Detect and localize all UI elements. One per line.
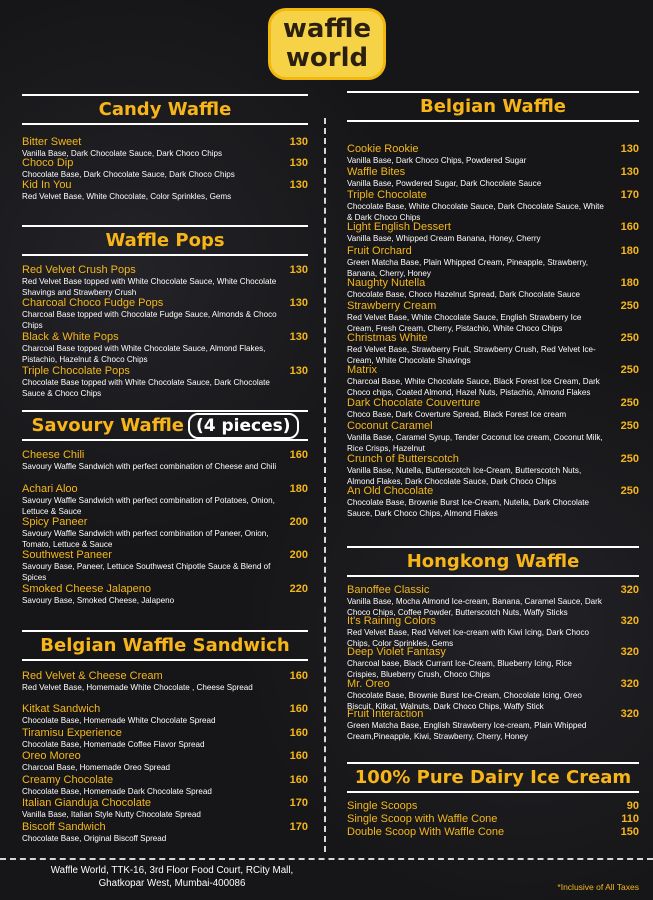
section-title — [22, 630, 308, 661]
menu-item — [347, 364, 639, 398]
tax-note: *Inclusive of All Taxes — [557, 882, 639, 892]
menu-item-description: Charcoal Base topped with White Chocolate Sauce, Almond Flakes, Pistachio, Hazelnut & Choco Chips — [22, 344, 266, 364]
footer-divider — [0, 858, 653, 860]
menu-item-description: Red Velvet Base, White Chocolate, Color Sprinkles, Gems — [22, 192, 232, 201]
menu-item — [22, 483, 308, 517]
menu-item — [22, 297, 308, 331]
menu-item-description: Red Velvet Base, Strawberry Fruit, Strawberry Crush, Red Velvet Ice-Cream, White Chocolate Shavings — [347, 345, 596, 365]
menu-item-description: Charcoal Base, Homemade Oreo Spread — [22, 763, 171, 772]
menu-item-description: Vanilla Base, Mocha Almond Ice-cream, Banana, Caramel Sauce, Dark Choco Chips, Coffee Powder, Butterscotch Nuts, Waffy Sticks — [347, 597, 602, 617]
menu-item-name: Oreo Moreo — [22, 750, 81, 762]
menu-item-price: 250 — [620, 300, 639, 312]
menu-item-name: Deep Violet Fantasy — [347, 646, 446, 658]
menu-item-name: Cookie Rookie — [347, 143, 419, 155]
menu-item-name: Biscoff Sandwich — [22, 821, 106, 833]
menu-item-name: Bitter Sweet — [22, 136, 82, 148]
menu-item — [347, 800, 639, 813]
menu-item-price: 250 — [620, 397, 639, 409]
menu-item-price: 160 — [620, 221, 639, 233]
menu-item-name: Banoffee Classic — [347, 584, 430, 596]
menu-item-price: 90 — [626, 800, 639, 812]
menu-item-price: 130 — [620, 166, 639, 178]
menu-item-name: Triple Chocolate — [347, 189, 427, 201]
menu-item — [347, 397, 639, 421]
menu-item-name: Tiramisu Experience — [22, 727, 122, 739]
menu-item-description: Vanilla Base, Dark Chocolate Sauce, Dark Choco Chips — [22, 149, 223, 158]
menu-item-description: Chocolate Base, Dark Chocolate Sauce, Dark Choco Chips — [22, 170, 235, 179]
section-title-text: Waffle Pops — [105, 230, 225, 251]
menu-item — [22, 583, 308, 607]
menu-item-description: Charcoal Base topped with Chocolate Fudge Sauce, Almonds & Choco Chips — [22, 310, 277, 330]
menu-item-price: 180 — [620, 245, 639, 257]
menu-item-description: Chocolate Base, White Chocolate Sauce, Dark Chocolate Sauce, White & Dark Choco Chips — [347, 202, 604, 222]
menu-item-description: Chocolate Base, Choco Hazelnut Spread, Dark Chocolate Sauce — [347, 290, 581, 299]
menu-item-name: Kid In You — [22, 179, 72, 191]
menu-item-name: Triple Chocolate Pops — [22, 365, 130, 377]
menu-item-price: 320 — [620, 615, 639, 627]
menu-item-description: Green Matcha Base, English Strawberry Ice-cream, Plain Whipped Cream,Pineapple, Kiwi, Strawberry, Cherry, Honey — [347, 721, 587, 741]
logo-line-1: waffle — [282, 14, 372, 44]
menu-item-price: 160 — [289, 774, 308, 786]
menu-item-price: 160 — [289, 750, 308, 762]
menu-item-description: Savoury Waffle Sandwich with perfect combination of Potatoes, Onion, Lettuce & Sauce — [22, 496, 275, 516]
menu-item-description: Charcoal base, Black Currant Ice-Cream, Blueberry Icing, Rice Crispies, Blueberry Crush, Choco Chips — [347, 659, 572, 679]
menu-item-price: 130 — [289, 365, 308, 377]
menu-item-name: Choco Dip — [22, 157, 74, 169]
right-section-1 — [347, 546, 639, 577]
menu-item-price: 250 — [620, 485, 639, 497]
menu-item — [22, 264, 308, 298]
menu-item-price: 110 — [621, 813, 639, 825]
menu-item — [347, 143, 639, 167]
right-section-0 — [347, 91, 639, 122]
menu-item-name: Italian Gianduja Chocolate — [22, 797, 152, 809]
menu-item-description: Vanilla Base, Nutella, Butterscotch Ice-Cream, Butterscotch Nuts, Almond Flakes, Dark Chocolate Sauce, Dark Choco Chips — [347, 466, 582, 486]
menu-item — [347, 277, 639, 301]
menu-item-price: 130 — [620, 143, 639, 155]
menu-item-price: 160 — [289, 449, 308, 461]
menu-item-description: Savoury Base, Smoked Cheese, Jalapeno — [22, 596, 175, 605]
menu-item-price: 320 — [620, 678, 639, 690]
menu-item-price: 250 — [620, 364, 639, 376]
menu-item-name: An Old Chocolate — [347, 485, 434, 497]
menu-item-name: Matrix — [347, 364, 377, 376]
menu-item-name: Smoked Cheese Jalapeno — [22, 583, 152, 595]
section-title — [22, 225, 308, 256]
menu-item — [347, 826, 639, 839]
menu-item-name: Christmas White — [347, 332, 428, 344]
menu-item — [22, 516, 308, 550]
menu-item-name: Red Velvet Crush Pops — [22, 264, 136, 276]
menu-item — [22, 549, 308, 583]
menu-item-name: Achari Aloo — [22, 483, 78, 495]
menu-item-description: Choco Base, Dark Coverture Spread, Black Forest Ice cream — [347, 410, 567, 419]
menu-item-name: Fruit Orchard — [347, 245, 412, 257]
section-title-text: Belgian Waffle Sandwich — [40, 635, 290, 656]
section-title — [22, 410, 308, 441]
menu-item-name: Strawberry Cream — [347, 300, 437, 312]
menu-item — [22, 670, 308, 694]
menu-item-price: 320 — [620, 584, 639, 596]
menu-item-name: Spicy Paneer — [22, 516, 88, 528]
address — [22, 864, 322, 890]
menu-item-name: Fruit Interaction — [347, 708, 424, 720]
menu-item — [347, 221, 639, 245]
menu-item — [22, 703, 308, 727]
menu-item-name: Waffle Bites — [347, 166, 406, 178]
menu-item — [347, 708, 639, 742]
menu-item-name: Cheese Chili — [22, 449, 85, 461]
menu-item — [22, 750, 308, 774]
menu-item-name: Single Scoops — [347, 800, 418, 812]
menu-item-price: 320 — [620, 646, 639, 658]
section-title — [22, 94, 308, 125]
menu-item-name: Southwest Paneer — [22, 549, 112, 561]
menu-item-description: Vanilla Base, Italian Style Nutty Chocolate Spread — [22, 810, 201, 819]
menu-item — [347, 300, 639, 334]
menu-item-description: Savoury Waffle Sandwich with perfect combination of Cheese and Chili — [22, 462, 277, 471]
left-section-2 — [22, 410, 308, 441]
menu-item — [347, 420, 639, 454]
menu-item-price: 130 — [289, 331, 308, 343]
menu-item — [22, 821, 308, 845]
menu-item-name: Light English Dessert — [347, 221, 451, 233]
menu-item — [347, 813, 639, 826]
menu-item — [347, 453, 639, 487]
menu-item — [347, 245, 639, 279]
menu-item — [347, 615, 639, 649]
address-line-1: Waffle World, TTK-16, 3rd Floor Food Court, RCity Mall, — [50, 865, 294, 876]
menu-item-description: Chocolate Base, Homemade Coffee Flavor Spread — [22, 740, 205, 749]
menu-item-description: Red Velvet Base topped with White Chocolate Sauce, White Chocolate Shavings and Strawberry Crush — [22, 277, 277, 297]
menu-item-name: Kitkat Sandwich — [22, 703, 101, 715]
menu-item-description: Chocolate Base, Homemade White Chocolate Spread — [22, 716, 216, 725]
menu-item-description: Red Velvet Base, White Chocolate Sauce, English Strawberry Ice Cream, Fresh Cream, Cherry, Pistachio, White Choco Chips — [347, 313, 582, 333]
menu-item-price: 130 — [289, 136, 308, 148]
menu-item-description: Vanilla Base, Whipped Cream Banana, Honey, Cherry — [347, 234, 541, 243]
menu-item — [347, 485, 639, 519]
menu-item-description: Red Velvet Base, Red Velvet Ice-cream with Kiwi Icing, Dark Choco Chips, Color Sprinkles, Gems — [347, 628, 590, 648]
section-title-text: Candy Waffle — [98, 99, 232, 120]
menu-item-price: 130 — [289, 264, 308, 276]
left-section-0 — [22, 94, 308, 125]
menu-item-price: 200 — [289, 549, 308, 561]
menu-item — [22, 331, 308, 365]
menu-item-description: Chocolate Base, Brownie Burst Ice-Cream, Chocolate Icing, Oreo Biscuit, Kitkat, Walnuts, Dark Choco Chips, Waffy Stick — [347, 691, 582, 711]
menu-item — [347, 646, 639, 680]
menu-item-price: 180 — [620, 277, 639, 289]
menu-item-price: 160 — [289, 670, 308, 682]
menu-item-description: Vanilla Base, Powdered Sugar, Dark Chocolate Sauce — [347, 179, 542, 188]
menu-item-price: 180 — [289, 483, 308, 495]
menu-item — [22, 797, 308, 821]
menu-item-price: 250 — [620, 420, 639, 432]
menu-item-price: 130 — [289, 179, 308, 191]
menu-item-name: Black & White Pops — [22, 331, 119, 343]
menu-item-name: Naughty Nutella — [347, 277, 426, 289]
menu-item-description: Chocolate Base, Brownie Burst Ice-Cream, Nutella, Dark Chocolate Sauce, Dark Choco Chips, Almond Flakes — [347, 498, 590, 518]
menu-item-name: It's Raining Colors — [347, 615, 436, 627]
menu-item-description: Vanilla Base, Dark Choco Chips, Powdered Sugar — [347, 156, 527, 165]
menu-item-name: Double Scoop With Waffle Cone — [347, 826, 505, 838]
menu-item-price: 320 — [620, 708, 639, 720]
menu-item-price: 130 — [289, 297, 308, 309]
pieces-badge: (4 pieces) — [188, 413, 299, 439]
left-section-3 — [22, 630, 308, 661]
menu-item — [22, 365, 308, 399]
menu-item-price: 160 — [289, 727, 308, 739]
section-title-text: Hongkong Waffle — [406, 551, 580, 572]
logo-line-2: world — [285, 43, 369, 73]
menu-item-name: Crunch of Butterscotch — [347, 453, 459, 465]
menu-item-description: Chocolate Base, Homemade Dark Chocolate Spread — [22, 787, 212, 796]
menu-item-price: 220 — [289, 583, 308, 595]
menu-item-price: 200 — [289, 516, 308, 528]
menu-item-price: 160 — [289, 703, 308, 715]
section-title — [347, 546, 639, 577]
menu-item-price: 130 — [289, 157, 308, 169]
menu-item — [347, 166, 639, 190]
menu-item — [22, 179, 308, 203]
menu-item-name: Red Velvet & Cheese Cream — [22, 670, 163, 682]
section-title — [347, 91, 639, 122]
section-title — [347, 762, 639, 793]
menu-item-price: 170 — [620, 189, 639, 201]
menu-item — [22, 157, 308, 181]
menu-item — [347, 189, 639, 223]
menu-item — [22, 727, 308, 751]
menu-item-description: Charcoal Base, White Chocolate Sauce, Black Forest Ice Cream, Dark Choco chips, Coated Almond, Hazel Nuts, Pistachio, Almond Flakes — [347, 377, 600, 397]
right-section-2 — [347, 762, 639, 793]
menu-item-description: Green Matcha Base, Plain Whipped Cream, Pineapple, Strawberry, Banana, Cherry, Honey — [347, 258, 588, 278]
menu-item-description: Chocolate Base, Original Biscoff Spread — [22, 834, 167, 843]
menu-item — [22, 449, 308, 473]
menu-item-price: 250 — [620, 332, 639, 344]
menu-item-name: Single Scoop with Waffle Cone — [347, 813, 498, 825]
menu-item-description: Savoury Base, Paneer, Lettuce Southwest Chipotle Sauce & Blend of Spices — [22, 562, 271, 582]
menu-item-name: Coconut Caramel — [347, 420, 433, 432]
section-title-text: 100% Pure Dairy Ice Cream — [354, 767, 632, 788]
waffle-world-logo — [268, 8, 386, 80]
menu-item-price: 150 — [620, 826, 639, 838]
menu-item — [347, 584, 639, 618]
menu-item-price: 250 — [620, 453, 639, 465]
menu-item-description: Savoury Waffle Sandwich with perfect combination of Paneer, Onion, Tomato, Lettuce & Sauce — [22, 529, 269, 549]
section-title-text: Belgian Waffle — [419, 96, 567, 117]
menu-item-description: Vanilla Base, Caramel Syrup, Tender Coconut Ice cream, Coconut Milk, Rice Crisps, Hazelnut — [347, 433, 603, 453]
menu-item-name: Mr. Oreo — [347, 678, 390, 690]
menu-item — [347, 332, 639, 366]
menu-item-description: Chocolate Base topped with White Chocolate Sauce, Dark Chocolate Sauce & Choco Chips — [22, 378, 270, 398]
menu-item-name: Charcoal Choco Fudge Pops — [22, 297, 164, 309]
column-divider — [324, 118, 326, 852]
menu-item-price: 170 — [289, 797, 308, 809]
menu-item-name: Dark Chocolate Couverture — [347, 397, 481, 409]
menu-item — [22, 774, 308, 798]
section-title-text: Savoury Waffle — [31, 415, 184, 436]
address-line-2: Ghatkopar West, Mumbai-400086 — [98, 878, 246, 889]
menu-item-price: 170 — [289, 821, 308, 833]
left-section-1 — [22, 225, 308, 256]
menu-item-description: Red Velvet Base, Homemade White Chocolate , Cheese Spread — [22, 683, 253, 692]
menu-item-name: Creamy Chocolate — [22, 774, 114, 786]
